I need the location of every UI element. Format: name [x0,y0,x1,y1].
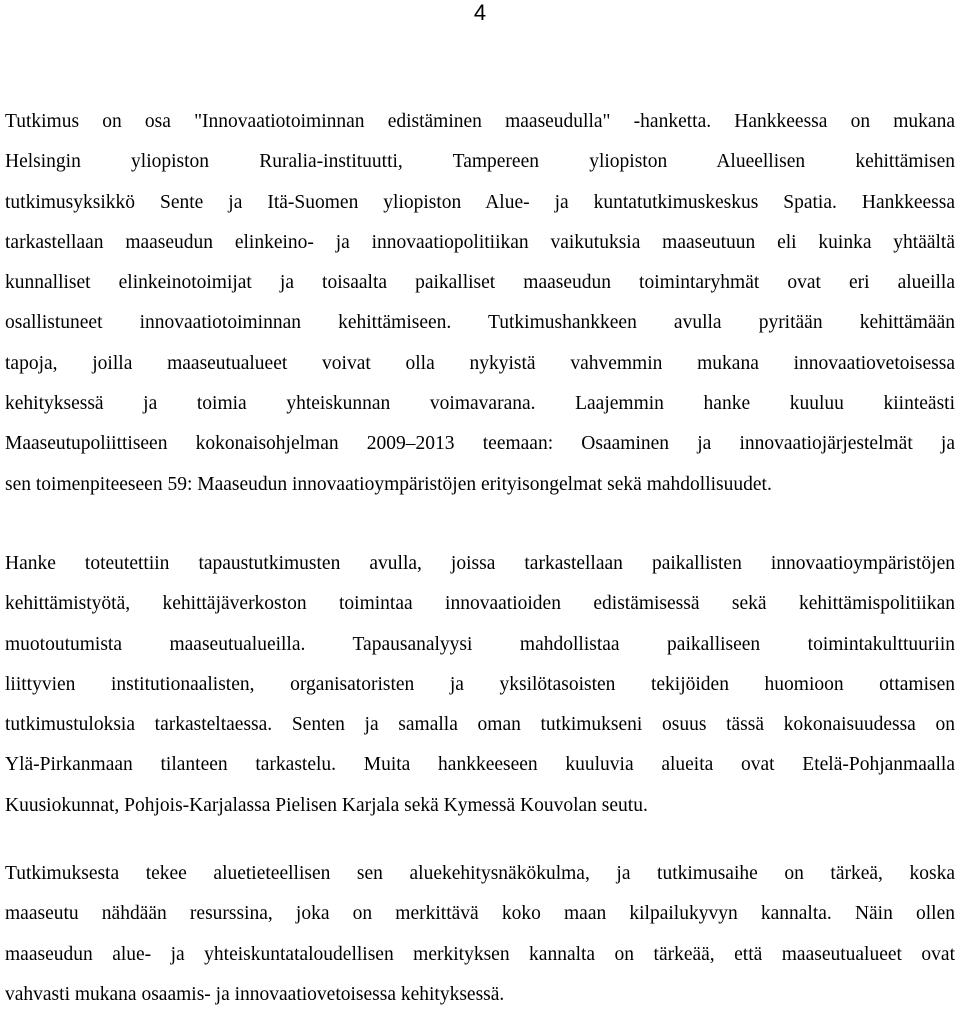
page-number: 4 [473,0,487,25]
paragraph-project-description [5,102,955,505]
text-line: tutkimustuloksia tarkasteltaessa. Senten ja samalla oman tutkimukseni osuus tässä kokonaisuudessa on [5,714,955,736]
text-line: Tutkimuksesta tekee aluetieteellisen sen aluekehitysnäkökulma, ja tutkimusaihe on tärkeä, koska [5,863,955,884]
text-line: maaseutu nähdään resurssina, joka on merkittävä koko maan kilpailukyvyn kannalta. Näin ollen [5,903,955,925]
text-line: tutkimusyksikkö Sente ja Itä-Suomen yliopiston Alue- ja kuntatutkimuskeskus Spatia. Hankkeessa [5,191,955,213]
text-line: osallistuneet innovaatiotoiminnan kehittämiseen. Tutkimushankkeen avulla pyritään kehittämään [5,312,955,334]
text-line: Hanke toteutettiin tapaustutkimusten avulla, joissa tarkastellaan paikallisten innovaatioympäristöjen [5,553,955,574]
text-line: Ylä-Pirkanmaan tilanteen tarkastelu. Muita hankkeeseen kuuluvia alueita ovat Etelä-Pohjanmaalla [5,754,955,776]
text-line: kehittämistyötä, kehittäjäverkoston toimintaa innovaatioiden edistämisessä sekä kehittämispolitiikan [5,593,955,615]
text-line: vahvasti mukana osaamis- ja innovaatiovetoisessa kehityksessä. [5,983,505,1005]
paragraph-case-study-method [5,544,955,826]
text-line: tapoja, joilla maaseutualueet voivat olla nykyistä vahvemmin mukana innovaatiovetoisessa [5,352,955,374]
text-line: tarkastellaan maaseudun elinkeino- ja innovaatiopolitiikan vaikutuksia maaseutuun eli kuinka yhtäältä [5,231,955,253]
text-line: Helsingin yliopiston Ruralia-instituutti, Tampereen yliopiston Alueellisen kehittämisen [5,151,955,173]
text-line: kehityksessä ja toimia yhteiskunnan voimavarana. Laajemmin hanke kuuluu kiinteästi [5,393,955,415]
text-line: Maaseutupoliittiseen kokonaisohjelman 2009–2013 teemaan: Osaaminen ja innovaatiojärjestelmät ja [5,433,955,455]
text-line: liittyvien institutionaalisten, organisatoristen ja yksilötasoisten tekijöiden huomioon ottamisen [5,673,955,695]
text-line: sen toimenpiteeseen 59: Maaseudun innovaatioympäristöjen erityisongelmat sekä mahdollisuudet. [5,473,772,495]
text-line: maaseudun alue- ja yhteiskuntataloudellisen merkityksen kannalta on tärkeää, että maaseutualueet ovat [5,943,955,965]
paragraph-research-significance [5,854,955,1015]
text-line: kunnalliset elinkeinotoimijat ja toisaalta paikalliset maaseudun toimintaryhmät ovat eri alueilla [5,272,955,294]
text-line: Tutkimus on osa "Innovaatiotoiminnan edistäminen maaseudulla" -hanketta. Hankkeessa on mukana [5,111,955,132]
text-line: muotoutumista maaseutualueilla. Tapausanalyysi mahdollistaa paikalliseen toimintakulttuuriin [5,633,955,655]
text-line: Kuusiokunnat, Pohjois-Karjalassa Pielisen Karjala sekä Kymessä Kouvolan seutu. [5,794,648,816]
